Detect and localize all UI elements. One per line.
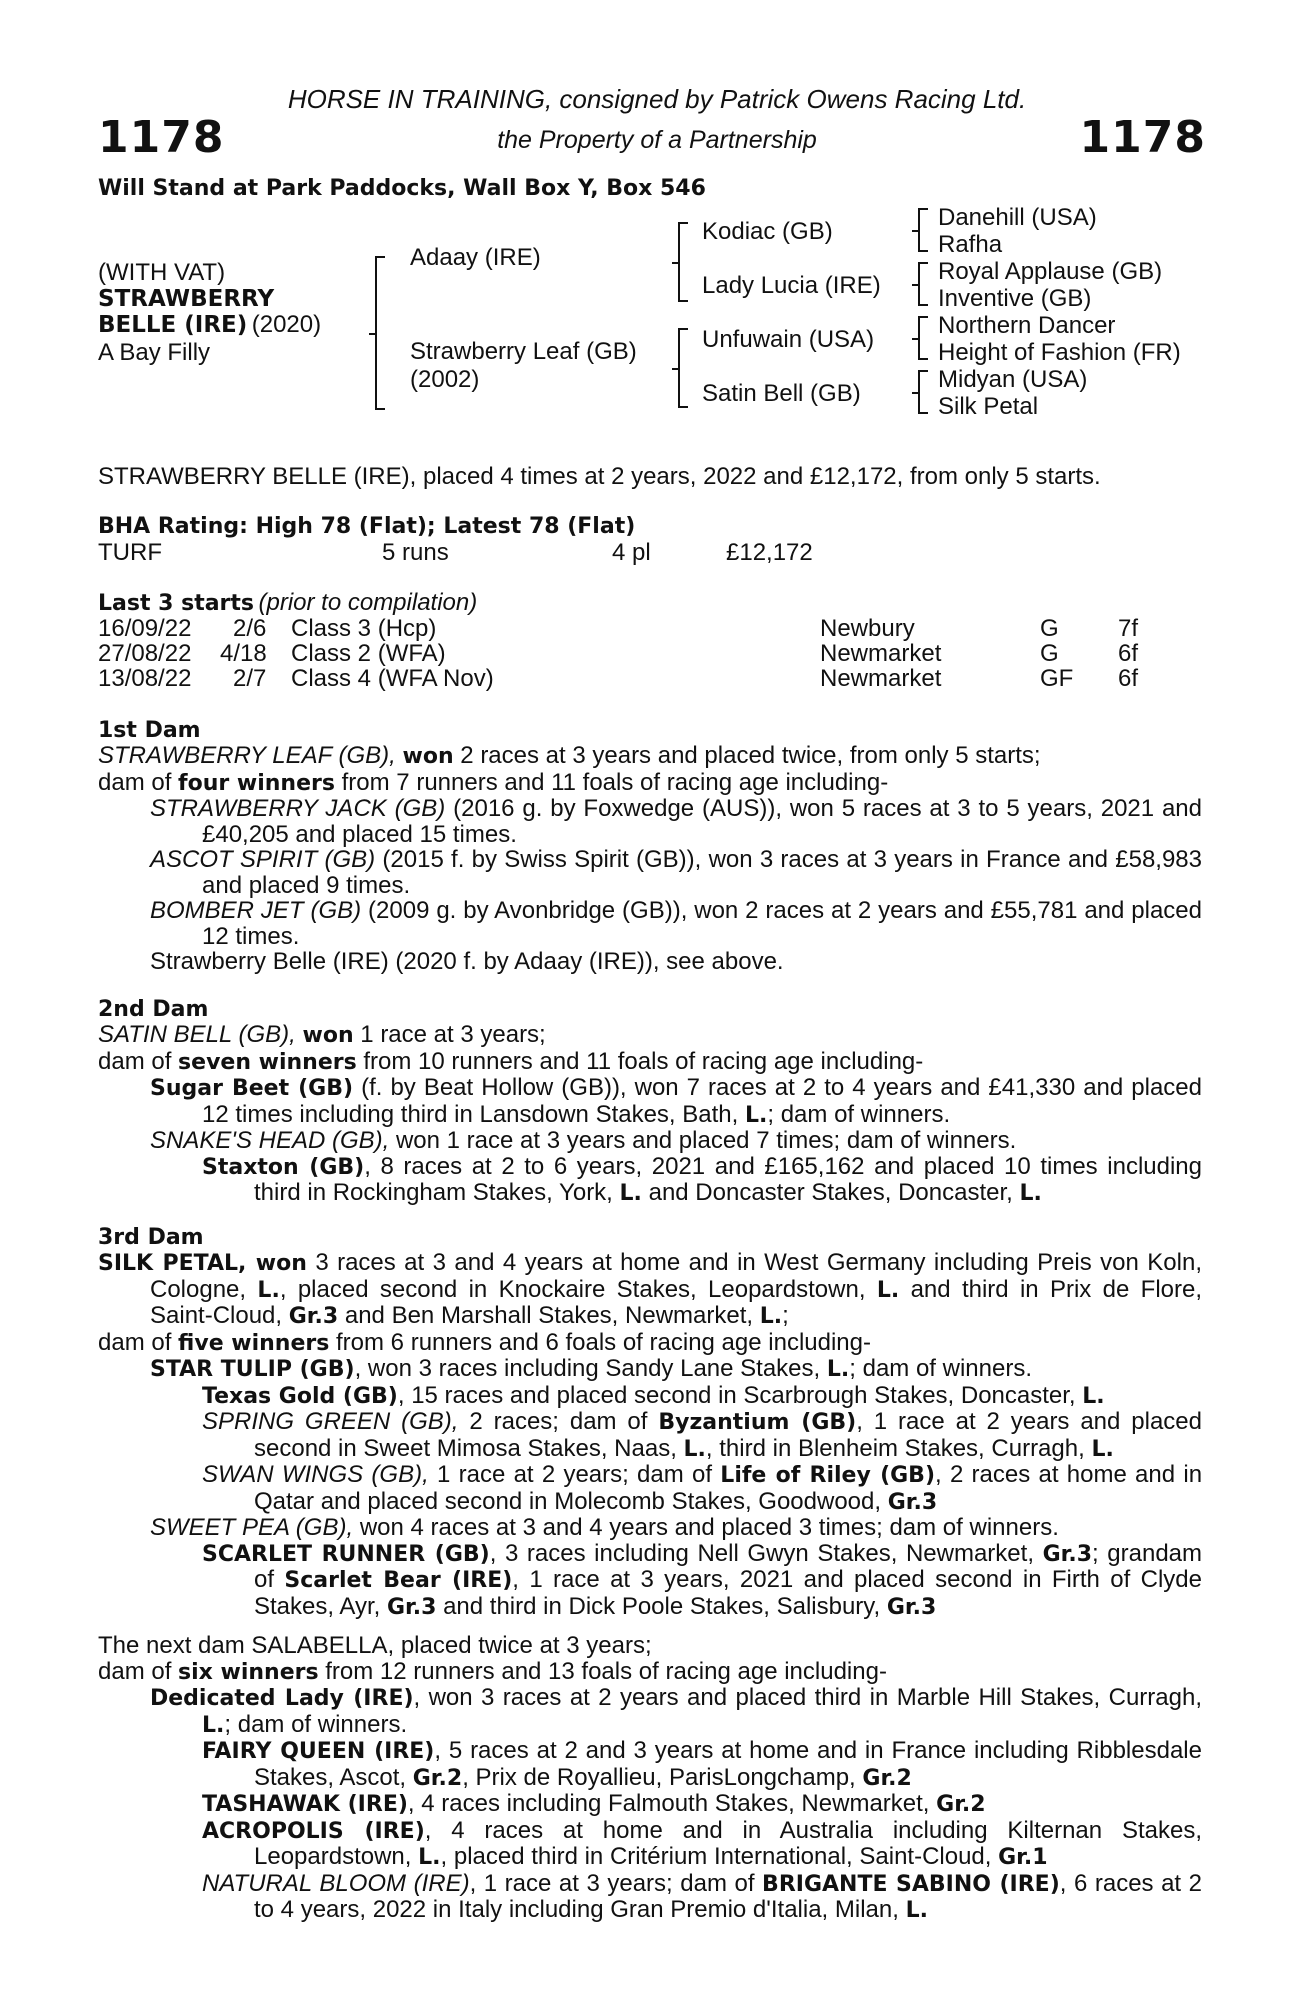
pedigree-dam-sire: Unfuwain (USA) bbox=[702, 326, 875, 353]
listed-mark: L. bbox=[905, 1898, 928, 1923]
lot-number-left: 1178 bbox=[98, 112, 225, 163]
next-dam-line1: The next dam SALABELLA, placed twice at 3 years; bbox=[98, 1632, 652, 1659]
group-mark: Gr.2 bbox=[862, 1765, 912, 1791]
group-mark: Gr.1 bbox=[998, 1845, 1048, 1870]
first-dam-section bbox=[98, 743, 1202, 975]
notable-offspring: Life of Riley (GB) bbox=[720, 1463, 936, 1488]
grand-progeny-entry bbox=[98, 1541, 1202, 1621]
second-dam-section bbox=[98, 1022, 1202, 1207]
progeny-entry bbox=[98, 1685, 1202, 1738]
start-distance: 6f bbox=[1118, 640, 1139, 667]
listed-mark: L. bbox=[202, 1712, 225, 1738]
progeny-record: and Doncaster Stakes, Doncaster, bbox=[648, 1179, 1013, 1206]
third-dam-section bbox=[98, 1250, 1202, 1620]
progeny-record: 1 race at 2 years; dam of bbox=[437, 1461, 713, 1488]
grand-progeny-entry bbox=[98, 1462, 1202, 1515]
group-mark: Gr.3 bbox=[887, 1489, 938, 1515]
notable-offspring: Scarlet Bear (IRE) bbox=[284, 1568, 513, 1593]
progeny-record: ; grandam of bbox=[254, 1539, 1203, 1593]
last-starts-heading-wrap bbox=[98, 590, 477, 616]
progeny-name: SWEET PEA (GB), bbox=[150, 1514, 354, 1541]
start-distance: 7f bbox=[1118, 615, 1139, 642]
pedigree-g2: Rafha bbox=[938, 231, 1003, 258]
grand-progeny-entry bbox=[98, 1154, 1202, 1207]
runners-info: from 7 runners and 11 foals of racing age including- bbox=[341, 768, 889, 796]
start-going: GF bbox=[1040, 665, 1074, 692]
next-dam-line2 bbox=[98, 1659, 1202, 1686]
grand-progeny-entry bbox=[98, 1871, 1202, 1924]
brace-dam bbox=[678, 328, 688, 408]
rating-surface: TURF bbox=[98, 539, 162, 566]
dam-of-label: dam of bbox=[98, 768, 172, 796]
listed-mark: L. bbox=[826, 1357, 850, 1382]
progeny-entry bbox=[98, 898, 1202, 949]
progeny-record: , 8 races at 2 to 6 years, 2021 and £165,162 and placed 10 times including third in Rockingham Stakes, York, bbox=[254, 1152, 1202, 1206]
progeny-record: (2015 f. by Swiss Spirit (GB)), won 3 races at 3 years in France and £58,983 and placed 9 times. bbox=[202, 846, 1203, 899]
progeny-record: (f. by Beat Hollow (GB)), won 7 races at 2 to 4 years and £41,330 and placed 12 times including third in Lansdown Stakes, Bath, bbox=[202, 1074, 1202, 1128]
progeny-record: (2016 g. by Foxwedge (AUS)), won 5 races at 3 to 5 years, 2021 and £40,205 and placed 15 times. bbox=[202, 795, 1202, 848]
progeny-name: STAR TULIP (GB) bbox=[150, 1357, 355, 1382]
dam-of-label: dam of bbox=[98, 1657, 172, 1685]
brace-g4 bbox=[918, 370, 928, 414]
horse-name-line2: BELLE (IRE) bbox=[98, 312, 248, 338]
first-dam-line2 bbox=[98, 770, 1202, 797]
progeny-record-end: ; dam of winners. bbox=[849, 1355, 1033, 1382]
start-going: G bbox=[1040, 615, 1059, 642]
group-mark: Gr.3 bbox=[886, 1594, 937, 1620]
progeny-name: SCARLET RUNNER (GB) bbox=[202, 1541, 490, 1567]
group-mark: Gr.2 bbox=[936, 1792, 986, 1817]
lot-number-right: 1178 bbox=[1079, 112, 1206, 163]
listed-mark: L. bbox=[759, 1304, 783, 1329]
pedigree-g7: Midyan (USA) bbox=[938, 366, 1088, 393]
rating-placed: 4 pl bbox=[612, 539, 651, 566]
race-summary: STRAWBERRY BELLE (IRE), placed 4 times at 2 years, 2022 and £12,172, from only 5 starts. bbox=[98, 463, 1101, 490]
last-starts-note: (prior to compilation) bbox=[258, 589, 478, 616]
pedigree-sire-sire: Kodiac (GB) bbox=[702, 218, 833, 245]
first-dam-record: 2 races at 3 years and placed twice, from only 5 starts; bbox=[460, 742, 1041, 769]
horse-name-line2-wrap bbox=[98, 312, 321, 338]
second-dam-name: SATIN BELL (GB), bbox=[98, 1021, 296, 1048]
third-dam-record: 3 races at 3 and 4 years at home and in West Germany including Preis von Koln, Cologne, bbox=[150, 1249, 1202, 1303]
progeny-record: (2009 g. by Avonbridge (GB)), won 2 races at 2 years and £55,781 and placed 12 times. bbox=[202, 897, 1202, 950]
group-mark: Gr.3 bbox=[288, 1304, 339, 1329]
progeny-record: , 4 races at home and in Australia including Kilternan Stakes, Leopardstown, bbox=[254, 1816, 1202, 1870]
pedigree-g1: Danehill (USA) bbox=[938, 204, 1097, 231]
progeny-record: won 4 races at 3 and 4 years and placed 3 times; dam of winners. bbox=[359, 1514, 1059, 1541]
horse-name-line1: STRAWBERRY bbox=[98, 286, 275, 312]
horse-description: A Bay Filly bbox=[98, 339, 211, 366]
progeny-name: Dedicated Lady (IRE) bbox=[150, 1686, 414, 1711]
second-dam-line1 bbox=[98, 1022, 1202, 1049]
progeny-record: , 1 race at 3 years; dam of bbox=[469, 1869, 755, 1897]
rating-earnings: £12,172 bbox=[726, 539, 813, 566]
property-line: the Property of a Partnership bbox=[497, 126, 817, 154]
third-dam-heading: 3rd Dam bbox=[98, 1225, 204, 1250]
progeny-record: , 6 races at 2 to 4 years, 2022 in Italy including Gran Premio d'Italia, Milan, bbox=[254, 1869, 1202, 1923]
brace-sire bbox=[678, 222, 688, 302]
second-dam-line2 bbox=[98, 1049, 1202, 1076]
consignor-line: HORSE IN TRAINING, consigned by Patrick Owens Racing Ltd. bbox=[287, 84, 1027, 114]
group-mark: Gr.3 bbox=[1042, 1541, 1093, 1567]
progeny-entry bbox=[98, 1515, 1202, 1541]
progeny-record: , Prix de Royallieu, ParisLongchamp, bbox=[462, 1763, 856, 1791]
progeny-entry bbox=[98, 796, 1202, 847]
progeny-record: , 3 races including Nell Gwyn Stakes, Newmarket, bbox=[489, 1539, 1034, 1567]
start-course: Newmarket bbox=[820, 640, 942, 667]
start-course: Newbury bbox=[820, 615, 915, 642]
third-dam-name: SILK PETAL bbox=[98, 1251, 239, 1276]
runners-info: from 10 runners and 11 foals of racing age including- bbox=[363, 1047, 924, 1075]
start-distance: 6f bbox=[1118, 665, 1139, 692]
pedigree-g6: Height of Fashion (FR) bbox=[938, 339, 1181, 366]
winners-count: seven winners bbox=[178, 1049, 357, 1075]
runners-info: from 12 runners and 13 foals of racing age including- bbox=[325, 1657, 887, 1685]
notable-offspring: Byzantium (GB) bbox=[658, 1410, 857, 1435]
vat-note: (WITH VAT) bbox=[98, 259, 226, 286]
start-position: 2/7 bbox=[233, 665, 267, 692]
progeny-name: BOMBER JET (GB) bbox=[150, 897, 362, 924]
pedigree-dam-dam: Satin Bell (GB) bbox=[702, 380, 861, 407]
first-dam-heading: 1st Dam bbox=[98, 718, 201, 743]
first-dam-name: STRAWBERRY LEAF (GB), bbox=[98, 742, 396, 769]
start-date: 13/08/22 bbox=[98, 665, 192, 692]
brace-g2 bbox=[918, 262, 928, 306]
start-race: Class 3 (Hcp) bbox=[291, 615, 437, 642]
listed-mark: L. bbox=[1019, 1181, 1042, 1206]
pedigree-dam-year: (2002) bbox=[410, 366, 480, 393]
progeny-record: , 2 races at home and in Qatar and placed second in Molecomb Stakes, Goodwood, bbox=[254, 1461, 1203, 1515]
pedigree-sire-dam: Lady Lucia (IRE) bbox=[702, 272, 881, 299]
third-dam-record: and third in Prix de Flore, Saint-Cloud, bbox=[150, 1275, 1203, 1329]
progeny-name: Sugar Beet (GB) bbox=[150, 1076, 354, 1101]
start-position: 2/6 bbox=[233, 615, 267, 642]
start-going: G bbox=[1040, 640, 1059, 667]
winners-count: five winners bbox=[178, 1330, 330, 1356]
start-position: 4/18 bbox=[220, 640, 267, 667]
progeny-record: , won 3 races including Sandy Lane Stakes, bbox=[354, 1355, 821, 1382]
third-dam-record: , placed second in Knockaire Stakes, Leopardstown, bbox=[279, 1275, 866, 1303]
progeny-entry bbox=[98, 949, 1202, 975]
rating-runs: 5 runs bbox=[382, 539, 449, 566]
start-date: 16/09/22 bbox=[98, 615, 192, 642]
brace-g1 bbox=[918, 208, 928, 252]
group-mark: Gr.3 bbox=[386, 1594, 437, 1620]
progeny-name: SPRING GREEN (GB), bbox=[202, 1408, 459, 1435]
progeny-name: ASCOT SPIRIT (GB) bbox=[150, 846, 376, 873]
punctuation: ; bbox=[782, 1302, 789, 1329]
third-dam-record: and Ben Marshall Stakes, Newmarket, bbox=[344, 1302, 754, 1329]
progeny-name: STRAWBERRY JACK (GB) bbox=[150, 795, 446, 822]
listed-mark: L. bbox=[876, 1277, 900, 1303]
bha-rating: BHA Rating: High 78 (Flat); Latest 78 (Flat) bbox=[98, 514, 636, 539]
progeny-entry bbox=[98, 1356, 1202, 1383]
progeny-record: and third in Dick Poole Stakes, Salisbury, bbox=[443, 1592, 881, 1620]
progeny-record-end: ; dam of winners. bbox=[767, 1100, 951, 1128]
brace-g3 bbox=[918, 316, 928, 360]
brace-parents bbox=[375, 256, 385, 410]
grand-progeny-entry bbox=[98, 1738, 1202, 1791]
last-starts-table bbox=[98, 616, 1202, 694]
progeny-record: Strawberry Belle (IRE) (2020 f. by Adaay (IRE)), see above. bbox=[150, 948, 784, 975]
listed-mark: L. bbox=[744, 1102, 768, 1128]
notable-offspring: BRIGANTE SABINO (IRE) bbox=[762, 1871, 1060, 1897]
listed-mark: L. bbox=[619, 1181, 642, 1206]
won-label: won bbox=[302, 1023, 354, 1048]
horse-year: (2020) bbox=[251, 311, 322, 338]
grand-progeny-entry bbox=[98, 1409, 1202, 1462]
progeny-record: , 1 race at 3 years, 2021 and placed second in Firth of Clyde Stakes, Ayr, bbox=[254, 1566, 1202, 1620]
progeny-record: , 15 races and placed second in Scarbrough Stakes, Doncaster, bbox=[397, 1381, 1076, 1409]
won-label: won bbox=[402, 744, 454, 769]
progeny-name: NATURAL BLOOM (IRE) bbox=[202, 1869, 470, 1897]
progeny-name: SNAKE'S HEAD (GB), bbox=[150, 1127, 390, 1154]
start-race: Class 4 (WFA Nov) bbox=[291, 665, 494, 692]
winners-count: six winners bbox=[178, 1659, 319, 1685]
progeny-name: TASHAWAK (IRE) bbox=[202, 1792, 408, 1817]
progeny-name: FAIRY QUEEN (IRE) bbox=[202, 1739, 435, 1764]
progeny-entry bbox=[98, 847, 1202, 898]
grand-progeny-entry bbox=[98, 1818, 1202, 1871]
pedigree-g8: Silk Petal bbox=[938, 393, 1039, 420]
dam-of-label: dam of bbox=[98, 1047, 172, 1075]
dam-of-label: dam of bbox=[98, 1328, 172, 1356]
progeny-record: 2 races; dam of bbox=[469, 1408, 648, 1435]
pedigree-sire: Adaay (IRE) bbox=[410, 244, 541, 271]
won-label: , won bbox=[238, 1251, 307, 1276]
progeny-record-end: ; dam of winners. bbox=[224, 1710, 408, 1738]
progeny-record: won 1 race at 3 years and placed 7 times; dam of winners. bbox=[395, 1127, 1017, 1154]
progeny-record: , 1 race at 2 years and placed second in Sweet Mimosa Stakes, Naas, bbox=[254, 1408, 1202, 1462]
pedigree-dam: Strawberry Leaf (GB) bbox=[410, 338, 637, 365]
start-course: Newmarket bbox=[820, 665, 942, 692]
second-dam-heading: 2nd Dam bbox=[98, 997, 209, 1022]
start-race: Class 2 (WFA) bbox=[291, 640, 446, 667]
pedigree-g4: Inventive (GB) bbox=[938, 285, 1092, 312]
progeny-record: , third in Blenheim Stakes, Curragh, bbox=[705, 1434, 1085, 1462]
listed-mark: L. bbox=[418, 1845, 441, 1870]
last-starts-heading: Last 3 starts bbox=[98, 591, 255, 616]
third-dam-line2 bbox=[98, 1330, 1202, 1357]
second-dam-record: 1 race at 3 years; bbox=[360, 1021, 546, 1048]
progeny-record: , 5 races at 2 and 3 years at home and in France including Ribblesdale Stakes, Ascot, bbox=[254, 1737, 1202, 1791]
progeny-name: Texas Gold (GB) bbox=[202, 1383, 398, 1409]
progeny-record: , placed third in Critérium International, Saint-Cloud, bbox=[440, 1843, 992, 1870]
pedigree-g5: Northern Dancer bbox=[938, 312, 1116, 339]
winners-count: four winners bbox=[178, 770, 335, 796]
progeny-name: ACROPOLIS (IRE) bbox=[202, 1818, 425, 1844]
grand-progeny-entry bbox=[98, 1791, 1202, 1818]
grand-progeny-entry bbox=[98, 1383, 1202, 1410]
progeny-record: , 4 races including Falmouth Stakes, Newmarket, bbox=[407, 1790, 930, 1817]
third-dam-line1 bbox=[98, 1250, 1202, 1330]
progeny-name: Staxton (GB) bbox=[202, 1154, 365, 1180]
progeny-entry bbox=[98, 1075, 1202, 1128]
progeny-record: , won 3 races at 2 years and placed third in Marble Hill Stakes, Curragh, bbox=[413, 1684, 1202, 1711]
group-mark: Gr.2 bbox=[412, 1765, 463, 1791]
first-dam-line1 bbox=[98, 743, 1202, 770]
listed-mark: L. bbox=[257, 1277, 280, 1303]
runners-info: from 6 runners and 6 foals of racing age including- bbox=[336, 1328, 871, 1356]
stand-location: Will Stand at Park Paddocks, Wall Box Y, Box 546 bbox=[98, 176, 706, 201]
pedigree-g3: Royal Applause (GB) bbox=[938, 258, 1163, 285]
start-date: 27/08/22 bbox=[98, 640, 192, 667]
progeny-name: SWAN WINGS (GB), bbox=[202, 1461, 429, 1488]
listed-mark: L. bbox=[1082, 1383, 1105, 1409]
listed-mark: L. bbox=[1091, 1436, 1114, 1462]
progeny-entry bbox=[98, 1128, 1202, 1154]
listed-mark: L. bbox=[683, 1436, 706, 1462]
next-dam-section bbox=[98, 1633, 1202, 1924]
